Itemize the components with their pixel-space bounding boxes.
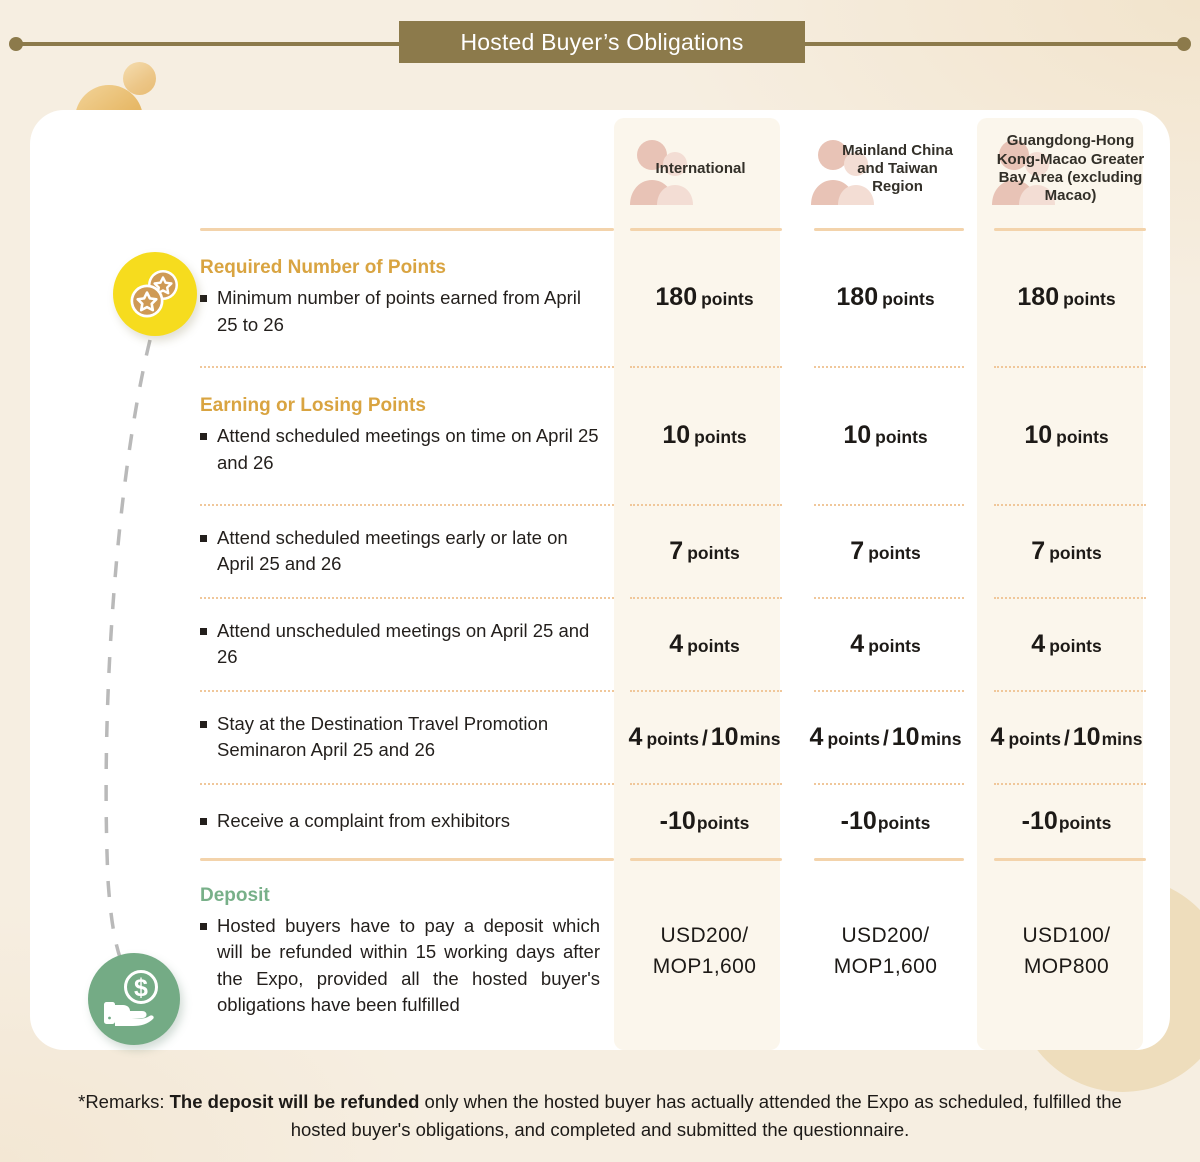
table-row: [30, 505, 1170, 597]
bullet-marker: [200, 721, 207, 728]
remarks-prefix: *Remarks:: [78, 1091, 170, 1112]
row-label-travel-seminar: [30, 691, 614, 783]
cell-value: [976, 598, 1157, 690]
bullet-marker: [200, 923, 207, 930]
obligations-table: [30, 110, 1170, 1044]
cell-value: [614, 505, 795, 597]
value-number: 180: [836, 283, 879, 311]
row-label-complaint: [30, 784, 614, 858]
value-unit: points: [827, 728, 880, 749]
page-title: Hosted Buyer’s Obligations: [460, 28, 744, 55]
value-number: 7: [669, 536, 684, 565]
value-unit: points: [882, 289, 935, 309]
column-header-label: International: [655, 159, 746, 177]
row-label-deposit: [30, 859, 614, 1044]
value-unit: points: [646, 728, 699, 749]
deposit-amount-line2: MOP1,600: [833, 954, 938, 978]
value-unit: points: [868, 635, 921, 656]
value-number: 10: [1024, 421, 1053, 449]
value-unit: points: [877, 812, 931, 833]
value-number: 7: [1031, 536, 1046, 565]
table-row: [30, 367, 1170, 504]
value-number: -10: [840, 806, 877, 835]
table-row: [30, 598, 1170, 690]
cell-value: [976, 859, 1157, 1044]
value-unit: points: [687, 542, 740, 563]
cell-value: [976, 229, 1157, 366]
value-unit: points: [694, 427, 747, 447]
value-number: 7: [850, 536, 865, 565]
value-separator: /: [1063, 726, 1070, 750]
cell-value: [795, 367, 976, 504]
value-number: 4: [850, 629, 865, 658]
svg-text:$: $: [134, 974, 148, 1002]
cell-value: [795, 229, 976, 366]
cell-value: [795, 691, 976, 783]
cell-value: [614, 367, 795, 504]
column-header-label: Mainland China and Taiwan Region: [842, 141, 953, 196]
value-unit: points: [1008, 728, 1061, 749]
deposit-amount-line1: USD100/: [1022, 924, 1111, 948]
cell-value: [976, 784, 1157, 858]
value-number: 10: [662, 421, 691, 449]
column-header-greater-bay-area: [976, 110, 1157, 228]
bullet-marker: [200, 295, 207, 302]
value-unit: points: [875, 427, 928, 447]
value-unit: points: [701, 289, 754, 309]
remarks: [60, 1088, 1140, 1144]
section-title-deposit: Deposit: [200, 884, 270, 906]
cell-value: [614, 859, 795, 1044]
row-label-required-points: [30, 229, 614, 366]
value-number-secondary: 10: [710, 722, 739, 751]
value-number: -10: [1021, 806, 1058, 835]
row-label-meetings-early-late: [30, 505, 614, 597]
value-unit-secondary: mins: [1101, 728, 1143, 749]
row-label-text: Stay at the Destination Travel Promotion Seminaron April 25 and 26: [217, 712, 549, 760]
table-row: [30, 691, 1170, 783]
value-unit: points: [868, 542, 921, 563]
value-unit: points: [1063, 289, 1116, 309]
value-number: 4: [669, 629, 684, 658]
deposit-amount-line1: USD200/: [660, 924, 749, 948]
value-unit: points: [687, 635, 740, 656]
bullet-marker: [200, 628, 207, 635]
row-label-meetings-on-time: [30, 367, 614, 504]
header-rule-dot-right: [1177, 37, 1191, 51]
value-number: 4: [1031, 629, 1046, 658]
value-separator: /: [701, 726, 708, 750]
value-unit: points: [1049, 635, 1102, 656]
value-number: 180: [1017, 283, 1060, 311]
table-row: [30, 784, 1170, 858]
deposit-amount-line2: MOP800: [1023, 954, 1110, 978]
value-number: 4: [809, 722, 824, 751]
value-unit-secondary: mins: [920, 728, 962, 749]
cell-value: [976, 367, 1157, 504]
value-unit: points: [1058, 812, 1112, 833]
column-header-mainland-china-taiwan: [795, 110, 976, 228]
value-number: -10: [659, 806, 696, 835]
value-unit: points: [1049, 542, 1102, 563]
deposit-amount-line2: MOP1,600: [652, 954, 757, 978]
cell-value: [795, 598, 976, 690]
row-label-text: Attend unscheduled meetings on April 25 and 26: [217, 619, 590, 667]
bullet-marker: [200, 535, 207, 542]
title-banner: [399, 21, 805, 63]
cell-value: [614, 784, 795, 858]
row-label-text: Minimum number of points earned from April 25 to 26: [217, 287, 581, 335]
value-unit-secondary: mins: [739, 728, 781, 749]
value-number: 180: [655, 283, 698, 311]
value-number: 4: [628, 722, 643, 751]
section-title-earning-losing-points: Earning or Losing Points: [200, 395, 426, 417]
table-row: [30, 229, 1170, 366]
cell-value: [614, 598, 795, 690]
header-spacer: [30, 110, 614, 228]
row-label-text: Hosted buyers have to pay a deposit which will be refunded within 15 working days after the Expo, provided all the hosted buyer's obligations have been fulfilled: [217, 914, 600, 1015]
row-label-text: Receive a complaint from exhibitors: [217, 809, 511, 831]
row-label-text: Attend scheduled meetings early or late on April 25 and 26: [217, 526, 568, 574]
cell-value: [795, 784, 976, 858]
header-rule-dot-left: [9, 37, 23, 51]
remarks-rest: only when the hosted buyer has actually attended the Expo as scheduled, fulfilled the hosted buyer's obligations, and completed and submitted the questionnaire.: [290, 1091, 1122, 1141]
cell-value: [976, 505, 1157, 597]
column-header-label: Guangdong-Hong Kong-Macao Greater Bay Area (excluding Macao): [996, 132, 1145, 205]
value-number: 10: [843, 421, 872, 449]
header: [0, 0, 1200, 72]
section-title-required-points: Required Number of Points: [200, 257, 446, 279]
bullet-marker: [200, 433, 207, 440]
table-row: [30, 859, 1170, 1044]
value-unit: points: [1056, 427, 1109, 447]
cell-value: [614, 691, 795, 783]
column-header-international: [614, 110, 795, 228]
cell-value: [614, 229, 795, 366]
row-label-text: Attend scheduled meetings on time on April 25 and 26: [217, 425, 599, 473]
value-number-secondary: 10: [891, 722, 920, 751]
value-number-secondary: 10: [1072, 722, 1101, 751]
cell-value: [795, 505, 976, 597]
value-unit: points: [696, 812, 750, 833]
deposit-amount-line1: USD200/: [841, 924, 930, 948]
cell-value: [976, 691, 1157, 783]
cell-value: [795, 859, 976, 1044]
table-header-row: [30, 110, 1170, 228]
remarks-bold: The deposit will be refunded: [169, 1091, 420, 1112]
bullet-marker: [200, 818, 207, 825]
value-separator: /: [882, 726, 889, 750]
value-number: 4: [990, 722, 1005, 751]
row-label-unscheduled-meetings: [30, 598, 614, 690]
